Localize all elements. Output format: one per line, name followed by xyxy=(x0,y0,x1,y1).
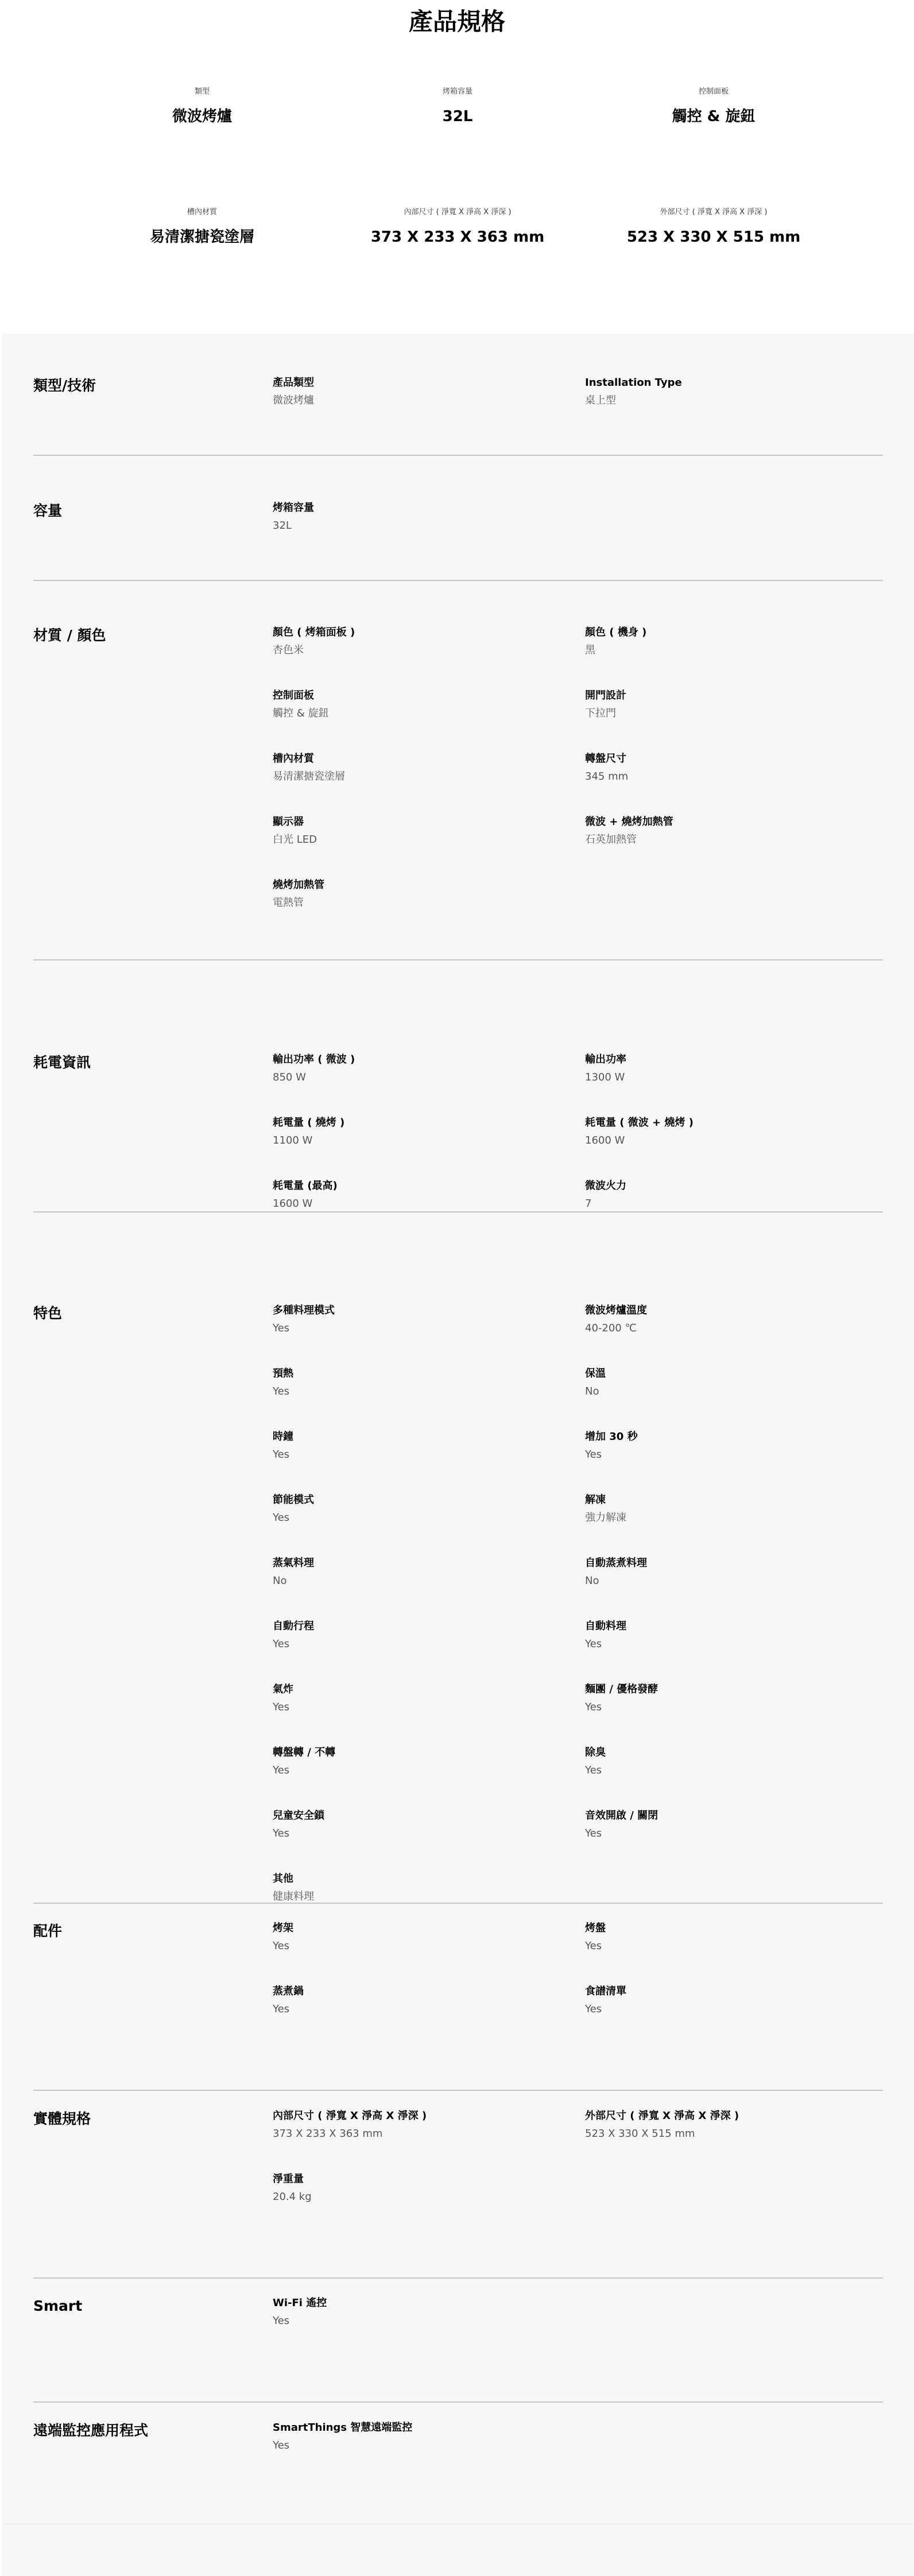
spec-value: Yes xyxy=(273,1764,290,1776)
spec-item xyxy=(585,1303,884,1336)
section-title: 特色 xyxy=(33,1305,63,1322)
spec-label: 音效開啟 / 關閉 xyxy=(585,1810,659,1822)
spec-item xyxy=(585,688,884,721)
spec-detail-area xyxy=(2,334,914,2576)
section-title: 耗電資訊 xyxy=(33,1054,91,1071)
spec-item xyxy=(585,1430,884,1462)
summary-value: 523 X 330 X 515 mm xyxy=(626,228,801,246)
spec-label: 預熱 xyxy=(273,1368,293,1380)
spec-value: Yes xyxy=(273,1638,290,1650)
spec-label: 自動料理 xyxy=(585,1620,626,1632)
spec-label: 蒸煮鍋 xyxy=(273,1985,304,1997)
spec-item xyxy=(585,815,884,847)
spec-item xyxy=(273,2296,571,2329)
spec-label: 增加 30 秒 xyxy=(585,1431,638,1443)
spec-value: 32L xyxy=(273,520,292,532)
spec-value: 易清潔搪瓷塗層 xyxy=(273,770,345,783)
spec-value: 850 W xyxy=(273,1071,306,1083)
spec-value: 373 X 233 X 363 mm xyxy=(273,2128,383,2140)
spec-label: 食譜清單 xyxy=(585,1985,626,1997)
spec-item xyxy=(273,2172,571,2205)
spec-value: Yes xyxy=(273,2315,290,2327)
summary-label: 烤箱容量 xyxy=(442,87,473,96)
summary-item xyxy=(587,207,840,249)
spec-item xyxy=(585,1115,884,1148)
spec-item xyxy=(273,2109,571,2141)
spec-item xyxy=(585,1921,884,1954)
spec-label: 保溫 xyxy=(585,1368,606,1380)
spec-label: 顯示器 xyxy=(273,816,304,828)
spec-label: 控制面板 xyxy=(273,689,314,702)
spec-label: Installation Type xyxy=(585,377,682,389)
spec-label: 耗電量 ( 燒烤 ) xyxy=(273,1117,345,1129)
spec-value: 1600 W xyxy=(585,1134,625,1146)
summary-label: 控制面板 xyxy=(698,87,729,96)
section-divider xyxy=(33,2090,883,2091)
spec-value: Yes xyxy=(273,1322,290,1334)
section-title: Smart xyxy=(33,2298,83,2314)
spec-label: 轉盤轉 / 不轉 xyxy=(273,1746,336,1758)
spec-label: 開門設計 xyxy=(585,689,626,702)
spec-item xyxy=(585,1052,884,1085)
spec-value: 40-200 ℃ xyxy=(585,1322,637,1334)
section-divider xyxy=(33,959,883,960)
spec-value: 7 xyxy=(585,1198,592,1210)
spec-label: 輸出功率 ( 微波 ) xyxy=(273,1053,355,1066)
summary-label: 內部尺寸 ( 淨寬 X 淨高 X 淨深 ) xyxy=(404,208,512,216)
spec-value: Yes xyxy=(273,2003,290,2015)
spec-label: 解凍 xyxy=(585,1494,606,1506)
spec-value: 1100 W xyxy=(273,1134,313,1146)
section-divider xyxy=(33,2401,883,2403)
summary-value: 觸控 & 旋鈕 xyxy=(672,108,756,125)
summary-value: 373 X 233 X 363 mm xyxy=(370,228,545,246)
spec-item xyxy=(273,1366,571,1399)
spec-item xyxy=(273,1872,571,1904)
spec-value: Yes xyxy=(273,1448,290,1461)
spec-label: 氣炸 xyxy=(273,1683,293,1695)
spec-value: 電熱管 xyxy=(273,897,304,909)
spec-item xyxy=(585,625,884,658)
section-title: 材質 / 顏色 xyxy=(33,627,106,644)
summary-label: 槽內材質 xyxy=(187,208,217,216)
spec-label: 烤箱容量 xyxy=(273,502,314,514)
spec-value: Yes xyxy=(585,2003,602,2015)
spec-value: Yes xyxy=(273,1512,290,1524)
spec-label: 除臭 xyxy=(585,1746,606,1758)
spec-item xyxy=(273,1303,571,1336)
spec-label: 槽內材質 xyxy=(273,753,314,765)
spec-label: 多種料理模式 xyxy=(273,1304,335,1316)
summary-item xyxy=(76,207,328,249)
spec-item xyxy=(585,1619,884,1652)
spec-value: Yes xyxy=(273,1940,290,1952)
summary-label: 外部尺寸 ( 淨寬 X 淨高 X 淨深 ) xyxy=(660,208,768,216)
spec-item xyxy=(273,815,571,847)
spec-item xyxy=(273,752,571,784)
spec-item xyxy=(585,1366,884,1399)
spec-label: 烤架 xyxy=(273,1922,293,1934)
spec-value: 觸控 & 旋鈕 xyxy=(273,707,329,719)
spec-label: 自動行程 xyxy=(273,1620,314,1632)
spec-label: 麵團 / 優格發酵 xyxy=(585,1683,659,1695)
spec-value: Yes xyxy=(585,1764,602,1776)
section-divider xyxy=(33,455,883,456)
summary-item xyxy=(587,86,840,128)
summary-item xyxy=(76,86,328,128)
spec-item xyxy=(273,1493,571,1525)
spec-item xyxy=(585,1493,884,1525)
section-divider xyxy=(33,1903,883,1904)
summary-value: 易清潔搪瓷塗層 xyxy=(149,228,254,246)
spec-item xyxy=(273,1179,571,1211)
spec-label: 時鐘 xyxy=(273,1431,293,1443)
section-divider xyxy=(33,2277,883,2279)
spec-value: 石英加熱管 xyxy=(585,834,637,846)
spec-value: No xyxy=(273,1575,287,1587)
spec-value: 黑 xyxy=(585,644,595,656)
spec-item xyxy=(273,1430,571,1462)
spec-value: 桌上型 xyxy=(585,394,616,406)
spec-item xyxy=(585,1745,884,1778)
spec-label: 微波烤爐溫度 xyxy=(585,1304,647,1316)
spec-value: 微波烤爐 xyxy=(273,394,314,406)
spec-value: 345 mm xyxy=(585,770,629,783)
spec-label: 微波火力 xyxy=(585,1180,626,1192)
section-title: 配件 xyxy=(33,1923,63,1939)
spec-value: Yes xyxy=(273,2439,290,2451)
spec-label: 淨重量 xyxy=(273,2173,304,2185)
spec-value: Yes xyxy=(585,1827,602,1839)
spec-item xyxy=(585,1682,884,1715)
spec-item xyxy=(273,375,571,408)
spec-label: SmartThings 智慧遠端監控 xyxy=(273,2422,413,2434)
spec-label: 內部尺寸 ( 淨寬 X 淨高 X 淨深 ) xyxy=(273,2110,427,2122)
spec-value: 白光 LED xyxy=(273,834,317,846)
spec-value: 1300 W xyxy=(585,1071,625,1083)
spec-value: 20.4 kg xyxy=(273,2191,312,2203)
spec-item xyxy=(585,1984,884,2017)
spec-item xyxy=(273,2420,571,2453)
spec-item xyxy=(273,501,571,533)
page-title: 產品規格 xyxy=(408,7,505,36)
spec-item xyxy=(585,752,884,784)
section-title: 遠端監控應用程式 xyxy=(33,2422,149,2439)
spec-label: 兒童安全鎖 xyxy=(273,1810,324,1822)
spec-value: 杏色米 xyxy=(273,644,304,656)
spec-item xyxy=(273,878,571,911)
spec-value: No xyxy=(585,1385,599,1397)
spec-item xyxy=(273,1556,571,1589)
summary-item xyxy=(331,207,584,249)
section-title: 容量 xyxy=(33,502,63,519)
spec-label: 外部尺寸 ( 淨寬 X 淨高 X 淨深 ) xyxy=(585,2110,739,2122)
section-divider xyxy=(33,1211,883,1213)
section-title: 實體規格 xyxy=(33,2110,91,2127)
spec-item xyxy=(273,1808,571,1841)
spec-label: 自動蒸煮料理 xyxy=(585,1557,647,1569)
spec-value: Yes xyxy=(585,1701,602,1713)
spec-item xyxy=(273,1115,571,1148)
spec-label: 耗電量 ( 微波 + 燒烤 ) xyxy=(585,1117,694,1129)
spec-item xyxy=(585,2109,884,2141)
spec-label: 節能模式 xyxy=(273,1494,314,1506)
spec-item xyxy=(585,1808,884,1841)
spec-value: Yes xyxy=(585,1638,602,1650)
spec-value: 下拉門 xyxy=(585,707,616,719)
spec-value: Yes xyxy=(585,1448,602,1461)
spec-value: 1600 W xyxy=(273,1198,313,1210)
spec-item xyxy=(273,1682,571,1715)
summary-label: 類型 xyxy=(194,87,210,96)
spec-label: 其他 xyxy=(273,1873,293,1885)
spec-value: 健康料理 xyxy=(273,1891,314,1903)
spec-item xyxy=(273,1619,571,1652)
spec-value: Yes xyxy=(273,1827,290,1839)
spec-item xyxy=(585,375,884,408)
summary-value: 微波烤爐 xyxy=(172,108,232,125)
spec-label: Wi-Fi 遙控 xyxy=(273,2297,327,2309)
spec-value: 523 X 330 X 515 mm xyxy=(585,2128,695,2140)
spec-item xyxy=(273,688,571,721)
spec-item xyxy=(585,1556,884,1589)
spec-item xyxy=(273,625,571,658)
spec-item xyxy=(273,1052,571,1085)
spec-label: 燒烤加熱管 xyxy=(273,879,324,891)
spec-label: 輸出功率 xyxy=(585,1053,626,1066)
spec-label: 烤盤 xyxy=(585,1922,606,1934)
spec-value: 強力解凍 xyxy=(585,1512,626,1524)
spec-item xyxy=(585,1179,884,1211)
spec-item xyxy=(273,1921,571,1954)
spec-label: 產品類型 xyxy=(273,377,314,389)
summary-value: 32L xyxy=(442,108,473,125)
spec-value: Yes xyxy=(273,1701,290,1713)
spec-value: Yes xyxy=(585,1940,602,1952)
spec-label: 耗電量 (最高) xyxy=(273,1180,338,1192)
spec-item xyxy=(273,1745,571,1778)
spec-label: 顏色 ( 機身 ) xyxy=(585,626,647,638)
spec-value: No xyxy=(585,1575,599,1587)
spec-label: 顏色 ( 烤箱面板 ) xyxy=(273,626,355,638)
spec-label: 轉盤尺寸 xyxy=(585,753,626,765)
spec-item xyxy=(273,1984,571,2017)
spec-label: 微波 + 燒烤加熱管 xyxy=(585,816,673,828)
summary-item xyxy=(331,86,584,128)
section-divider xyxy=(33,580,883,581)
section-title: 類型/技術 xyxy=(33,377,96,394)
spec-label: 蒸氣料理 xyxy=(273,1557,314,1569)
spec-value: Yes xyxy=(273,1385,290,1397)
